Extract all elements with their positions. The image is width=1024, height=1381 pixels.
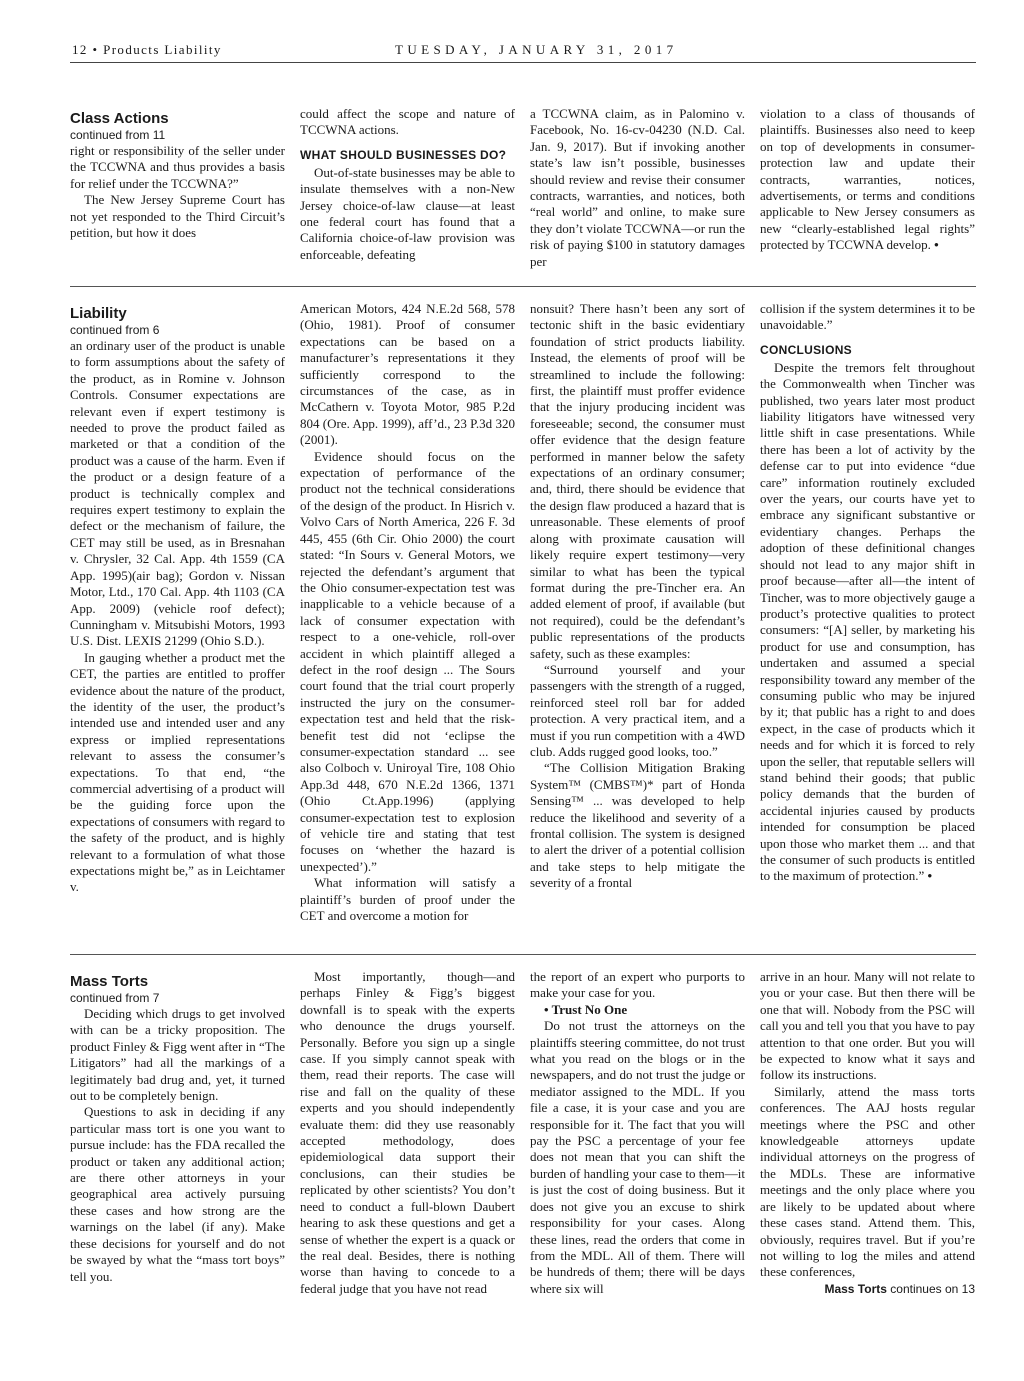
- class-actions-continued-from: continued from 11: [70, 128, 166, 142]
- end-mark: •: [934, 237, 939, 253]
- paragraph: In gauging whether a product met the CET, the parties are entitled to proffer evidence about the nature of the product, the identity of the user, the product’s intended use and intended user and any express or implied representations relevant to assess the consumer’s expectations. To that end, “the commercial advertising of a product will be the guiding force upon the expectations of consumers with regard to the safety of the product, and is highly relevant to a formulation of what those expectations might be,” as in Leichtamer v.: [70, 649, 285, 895]
- class-actions-title: Class Actions: [70, 110, 169, 127]
- paragraph-text: violation to a class of thousands of plaintiffs. Businesses also need to keep on top of developments in consumer-protection law and update their contracts, warranties, notices, advertisements, or terms and conditions applicable to New Jersey consumers as new “clearly-established legal rights” protected by TCCWNA develop.: [760, 106, 975, 253]
- liability-continued-from: continued from 6: [70, 323, 160, 337]
- class-actions-col-4: [760, 106, 975, 276]
- liability-title: Liability: [70, 305, 127, 322]
- liability-col-1: [70, 301, 285, 941]
- paragraph: a TCCWNA claim, as in Palomino v. Facebook, No. 16-cv-04230 (N.D. Cal. Jan. 9, 2017). But if invoking another state’s law isn’t possible, businesses should review and revise their consumer contracts, warranties, and notices, both “real world” and online, to make sure they don’t violate TCCWNA—or run the risk of paying $100 in statutory damages per: [530, 106, 745, 269]
- page-header: [70, 40, 976, 63]
- paragraph: [760, 106, 975, 254]
- mass-torts-col-2: [300, 969, 515, 1314]
- class-actions-col-2: [300, 106, 515, 276]
- paragraph: Do not trust the attorneys on the plaintiffs steering committee, do not trust what you read on the blogs or in the newspapers, and do not trust the judge or mediator assigned to the MDL. If you file a case, it is your case and you are responsible for it. The fact that you will pay the PSC a percentage of your fee does not mean that you can shift the burden of handling your case to them—it is just the cost of doing business. But it does not give you an excuse to shirk responsibility for your cases. Along these lines, read the orders that come in from the MDL. All of them. There will be hundreds of them; there will be days where six will: [530, 1018, 745, 1296]
- paragraph: right or responsibility of the seller under the TCCWNA and thus provides a basis for relief under the TCCWNA?”: [70, 143, 285, 191]
- paragraph: Deciding which drugs to get involved with can be a tricky proposition. The product Finley & Figg went after in “The Litigators” had all the markings of a legitimately bad drug and, yet, it turned out to be completely benign.: [70, 1006, 285, 1104]
- section-name: Products Liability: [103, 42, 222, 57]
- paragraph: could affect the scope and nature of TCCWNA actions.: [300, 106, 515, 138]
- continues-note[interactable]: [760, 1281, 975, 1297]
- paragraph: nonsuit? There hasn’t been any sort of tectonic shift in the basic evidentiary foundation of strict products liability. Instead, the elements of proof will be streamlined to include the following: first, the plaintiff must proffer evidence that the injury producing incident was foreseeable; second, the consumer must offer evidence that the design feature performed in manner below the safety expectations of an ordinary consumer; and, third, there should be evidence that the design flaw produced a hazard that is unreasonable. These elements of proof along with proximate causation will likely require expert testimony—very similar to what has been the typical format during the pre-Tincher era. An added element of proof, if available (but not required), could be the defendant’s public representations of the products safety, such as these examples:: [530, 301, 745, 661]
- paragraph: Questions to ask in deciding if any particular mass tort is one you want to pursue include: has the FDA recalled the product or taken any additional action; are there other attorneys in your geographical area actively pursuing these cases and how strong are the warnings on the label (if any). Make these decisions for yourself and do not be swayed by what the “mass tort boys” tell you.: [70, 1104, 285, 1284]
- paragraph: the report of an expert who purports to make your case for you.: [530, 969, 745, 1001]
- paragraph: The New Jersey Supreme Court has not yet responded to the Third Circuit’s petition, but how it does: [70, 192, 285, 241]
- section-divider: [70, 954, 976, 955]
- mass-torts-col-4: [760, 969, 975, 1314]
- paragraph: arrive in an hour. Many will not relate to you or your case. But then there will be one that will. Nobody from the PSC will call you and tell you that you have to pay attention to that one order. But you will be expected to know what it says and follow its instructions.: [760, 969, 975, 1083]
- continues-page: continues on 13: [890, 1281, 975, 1296]
- bullet-heading-trust-no-one: • Trust No One: [544, 1001, 628, 1017]
- paragraph: an ordinary user of the product is unable to form assumptions about the safety of the product, as in Romine v. Johnson Controls. Consumer expectations are relevant even if expert testimony is needed to prove the product failed as marketed or that a condition of the product was a cause of the harm. Even if the product or a design feature of a product is technically complex and requires expert testimony to explain the defect or the mechanism of failure, the CET may still be used, as in Bresnahan v. Chrysler, 32 Cal. App. 4th 1559 (CA App. 1995)(air bag); Gordon v. Nissan Motor, Ltd., 170 Cal. App. 4th 1103 (CA App. 2009) (vehicle roof defect); Cunningham v. Mitsubishi Motors, 1993 U.S. Dist. LEXIS 21299 (Ohio S.D.).: [70, 338, 285, 649]
- mass-torts-continued-from: continued from 7: [70, 991, 160, 1005]
- paragraph: collision if the system determines it to be unavoidable.”: [760, 301, 975, 333]
- page-number: 12: [72, 42, 88, 57]
- paragraph: Evidence should focus on the expectation of performance of the product not the technical considerations of the design of the product. In Hisrich v. Volvo Cars of North America, 226 F. 3d 445, 455 (6th Cir. Ohio 2000) the court stated: “In Sours v. General Motors, we rejected the defendant’s argument that the Ohio consumer-expectation test was inapplicable to a vehicle because of a lack of consumer expectation with respect to a one-vehicle, roll-over accident in which plaintiff alleged a defect in the roof design ... The Sours court found that the trial court properly instructed the jury on the consumer-expectation test and held that the risk-benefit test did not ‘eclipse the consumer-expectation standard ... see also Colboch v. Uniroyal Tire, 108 Ohio App.3d 448, 670 N.E.2d 1366, 1371 (Ohio Ct.App.1996) (applying consumer-expectation test to explosion of vehicle tire and stating that test focuses on ‘whether the hazard is unexpected’).”: [300, 448, 515, 874]
- header-separator: •: [92, 42, 99, 57]
- paragraph: Similarly, attend the mass torts conferences. The AAJ hosts regular meetings where the PSC and other knowledgeable attorneys update individual attorneys on the progress of the MDLs. These are informative meetings and the only place where you are likely to be updated about where these cases stand. Attend them. This, obviously, requires travel. But if you’re not willing to log the miles and attend these conferences,: [760, 1083, 975, 1280]
- mass-torts-col-1: [70, 969, 285, 1314]
- liability-col-2: [300, 301, 515, 941]
- liability-section: [70, 301, 976, 941]
- liability-col-4: [760, 301, 975, 941]
- mass-torts-col-3: [530, 969, 745, 1314]
- paragraph: [760, 360, 975, 885]
- paragraph: “The Collision Mitigation Braking System™ (CMBS™)* part of Honda Sensing™ ... was developed to help reduce the likelihood and severity of a frontal collision. The system is designed to alert the driver of a potential collision and take steps to help mitigate the severity of a frontal: [530, 760, 745, 891]
- subheading-conclusions: CONCLUSIONS: [760, 342, 852, 357]
- section-divider: [70, 286, 976, 287]
- paragraph: What information will satisfy a plaintiff’s burden of proof under the CET and overcome a motion for: [300, 875, 515, 924]
- header-left: [72, 42, 222, 58]
- class-actions-col-1: [70, 106, 285, 276]
- class-actions-col-3: [530, 106, 745, 276]
- paragraph-text: Despite the tremors felt throughout the Commonwealth when Tincher was published, two years later most product liability litigators have witnessed very little shift in case presentations. While there has been a lot of activity by the defense car to put into evidence “due care” information routinely excluded over the years, our courts have yet to embrace any significant substantive or evidentiary changes. Perhaps the adoption of these definitional changes should not lead to any major shift in proof because—after all—the intent of Tincher, was to more objectively gauge a product’s protective qualities to protect consumers: “[A] seller, by marketing his product for use and consumption, has undertaken and assumed a special responsibility toward any member of the consuming public who may be injured by it; that public has a right to and does expect, in the case of products which it needs and for which it is forced to rely upon the seller, that reputable sellers will stand behind their goods; that public policy demands that the burden of accidental injuries caused by products intended for consumption be placed upon those who market them ... and that the consumer of such products is entitled to the maximum of protection.”: [760, 359, 975, 884]
- paragraph: Out-of-state businesses may be able to insulate themselves with a non-New Jersey choice-of-law clause—at least one federal court has found that a California choice-of-law provision was enforceable, defeating: [300, 164, 515, 262]
- paragraph: “Surround yourself and your passengers with the strength of a rugged, reinforced steel roll bar for added protection. A very practical item, and a must if you run competition with a 4WD club. Adds rugged good looks, too.”: [530, 661, 745, 759]
- end-mark: •: [927, 868, 933, 884]
- mass-torts-title: Mass Torts: [70, 973, 149, 990]
- paragraph: American Motors, 424 N.E.2d 568, 578 (Ohio, 1981). Proof of consumer expectations can be based on a manufacturer’s representations it they sufficiently correspond to the circumstances of the case, as in McCathern v. Toyota Motor, 985 P.2d 804 (Ore. App. 1999), aff’d., 23 P.3d 320 (2001).: [300, 301, 515, 448]
- liability-col-3: [530, 301, 745, 941]
- issue-date: TUESDAY, JANUARY 31, 2017: [395, 42, 678, 57]
- continues-title: Mass Torts: [824, 1281, 887, 1296]
- subheading-what-should-businesses-do: WHAT SHOULD BUSINESSES DO?: [300, 147, 507, 162]
- paragraph: Most importantly, though—and perhaps Finley & Figg’s biggest downfall is to speak with the experts who denounce the drugs yourself. Personally. Before you sign up a single case. If you simply cannot speak with them, read their reports. The case will rise and fall on the quality of these experts and you should independently evaluate them: did they use reasonably accepted methodology, does epidemiological data support their conclusions, can their studies be replicated by other scientists? You don’t need to conduct a full-blown Daubert hearing to ask these questions and get a sense of whether the expert is a quack or the real deal. Besides, there is nothing worse than having to concede to a federal judge that you have not read: [300, 969, 515, 1296]
- class-actions-section: [70, 106, 976, 276]
- mass-torts-section: [70, 969, 976, 1314]
